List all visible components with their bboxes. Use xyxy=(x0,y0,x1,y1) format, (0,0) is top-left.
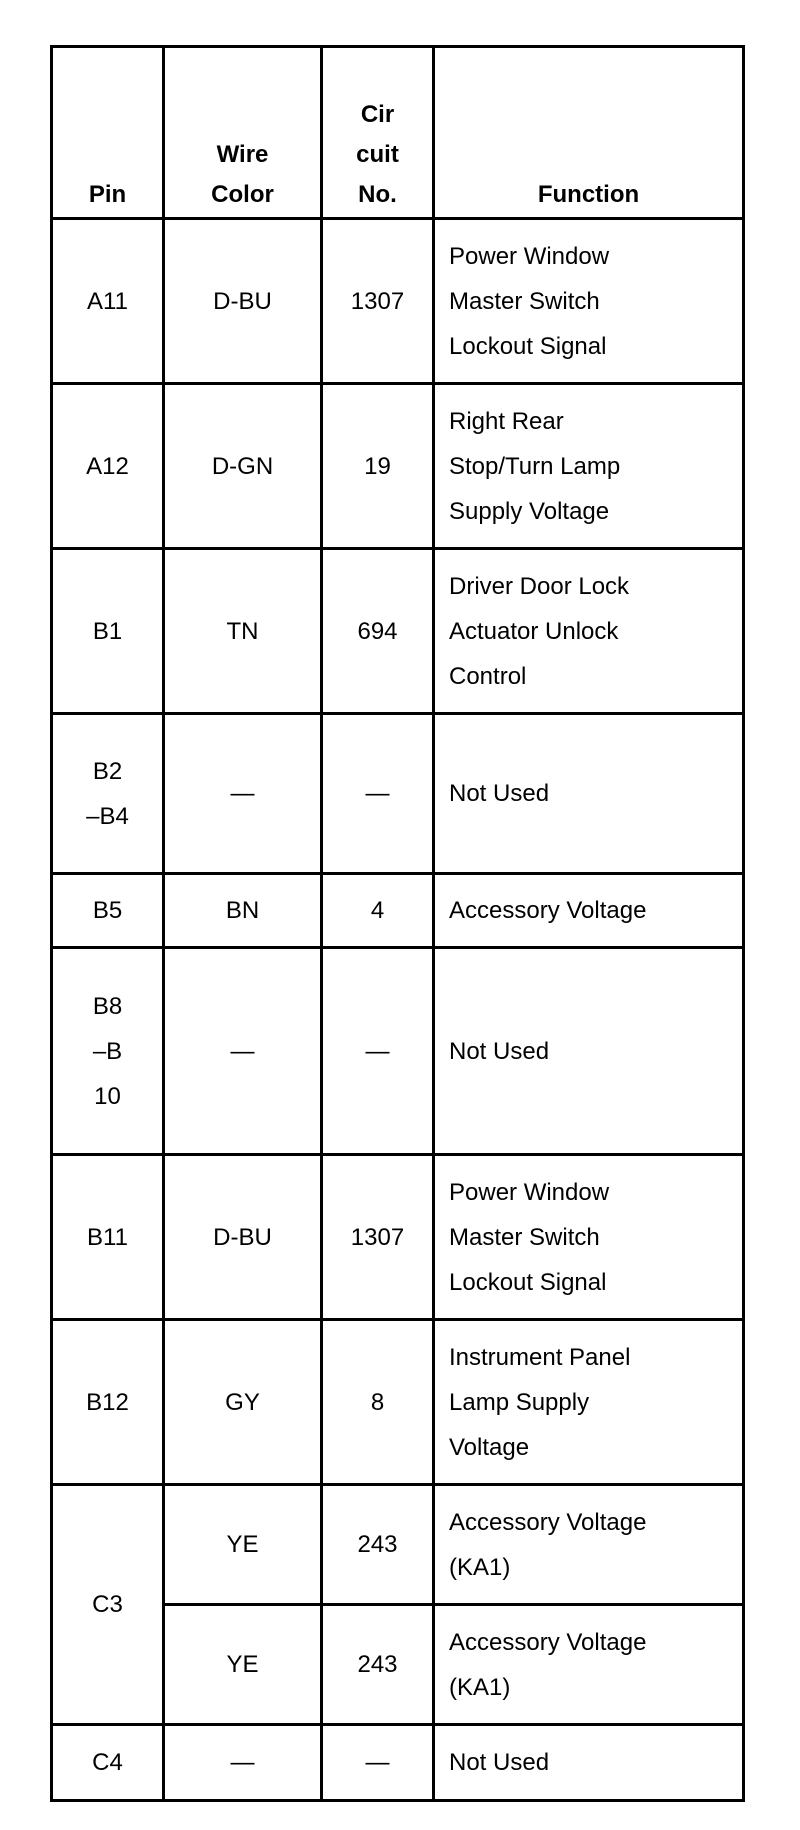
function-cell xyxy=(434,219,744,384)
function-cell xyxy=(434,384,744,549)
function-cell xyxy=(434,714,744,874)
table-row xyxy=(52,1485,744,1605)
wire-color-cell: YE xyxy=(164,1605,322,1725)
table-row xyxy=(52,384,744,549)
wire-color-cell: BN xyxy=(164,874,322,948)
function-line: (KA1) xyxy=(449,1553,511,1581)
pin-line: 10 xyxy=(94,1082,121,1110)
table-row xyxy=(52,1725,744,1801)
circuit-cell: 243 xyxy=(322,1485,434,1605)
function-line: (KA1) xyxy=(449,1673,511,1701)
function-line: Lamp Supply xyxy=(449,1388,590,1416)
circuit-cell: — xyxy=(322,1725,434,1801)
function-line: Power Window xyxy=(449,1178,610,1206)
header-row xyxy=(52,47,744,219)
pin-cell: B5 xyxy=(52,874,164,948)
function-line: Accessory Voltage xyxy=(449,1508,647,1536)
table-row xyxy=(52,219,744,384)
function-cell xyxy=(434,1725,744,1801)
table-row xyxy=(52,874,744,948)
pin-line: –B xyxy=(92,1037,123,1065)
function-line: Lockout Signal xyxy=(449,1268,607,1296)
function-line: Lockout Signal xyxy=(449,332,607,360)
header-wire-color-line-2: Color xyxy=(211,181,274,208)
pin-cell: C3 xyxy=(52,1485,164,1725)
wire-color-cell: — xyxy=(164,1725,322,1801)
function-cell xyxy=(434,1485,744,1605)
pin-line: –B4 xyxy=(86,802,129,830)
circuit-cell: 19 xyxy=(322,384,434,549)
function-line: Voltage xyxy=(449,1433,530,1461)
function-line: Control xyxy=(449,662,527,690)
header-circuit-line-2: cuit xyxy=(356,141,399,168)
pin-line: B8 xyxy=(92,992,123,1020)
circuit-cell: 1307 xyxy=(322,219,434,384)
function-cell xyxy=(434,549,744,714)
pin-cell: B12 xyxy=(52,1320,164,1485)
pin-cell xyxy=(52,714,164,874)
circuit-cell: — xyxy=(322,948,434,1155)
table-row xyxy=(52,1155,744,1320)
wire-color-cell: D-BU xyxy=(164,219,322,384)
function-line: Instrument Panel xyxy=(449,1343,631,1371)
function-line: Power Window xyxy=(449,242,610,270)
wire-color-cell: GY xyxy=(164,1320,322,1485)
header-function-label: Function xyxy=(537,181,640,208)
function-cell xyxy=(434,948,744,1155)
wire-color-cell: YE xyxy=(164,1485,322,1605)
function-cell xyxy=(434,1320,744,1485)
header-circuit-line-3: No. xyxy=(358,181,397,208)
header-wire-color xyxy=(164,47,322,219)
connector-pinout-table xyxy=(50,45,745,1802)
pin-cell xyxy=(52,948,164,1155)
function-line: Supply Voltage xyxy=(449,497,610,525)
pin-line: B2 xyxy=(92,757,123,785)
pin-cell: B11 xyxy=(52,1155,164,1320)
wire-color-cell: D-GN xyxy=(164,384,322,549)
table-row xyxy=(52,549,744,714)
header-pin-label: Pin xyxy=(88,181,127,208)
header-function xyxy=(434,47,744,219)
function-cell xyxy=(434,1155,744,1320)
wire-color-cell: — xyxy=(164,714,322,874)
function-line: Accessory Voltage xyxy=(449,1628,647,1656)
function-line: Not Used xyxy=(449,1749,550,1776)
header-wire-color-line-1: Wire xyxy=(216,141,269,168)
header-pin xyxy=(52,47,164,219)
pin-cell: A11 xyxy=(52,219,164,384)
function-line: Not Used xyxy=(449,780,550,807)
pin-cell: A12 xyxy=(52,384,164,549)
function-line: Stop/Turn Lamp xyxy=(449,452,621,480)
function-line: Right Rear xyxy=(449,407,564,435)
circuit-cell: 1307 xyxy=(322,1155,434,1320)
function-line: Master Switch xyxy=(449,1223,600,1251)
circuit-cell: 243 xyxy=(322,1605,434,1725)
header-circuit-line-1: Cir xyxy=(360,101,395,128)
table-row xyxy=(52,1320,744,1485)
function-line: Accessory Voltage xyxy=(449,897,647,924)
circuit-cell: 694 xyxy=(322,549,434,714)
circuit-cell: — xyxy=(322,714,434,874)
function-cell xyxy=(434,874,744,948)
function-line: Actuator Unlock xyxy=(449,617,619,645)
pin-cell: C4 xyxy=(52,1725,164,1801)
function-line: Driver Door Lock xyxy=(449,572,630,600)
table-row xyxy=(52,948,744,1155)
header-circuit-no xyxy=(322,47,434,219)
wire-color-cell: — xyxy=(164,948,322,1155)
function-line: Master Switch xyxy=(449,287,600,315)
pin-cell: B1 xyxy=(52,549,164,714)
wire-color-cell: D-BU xyxy=(164,1155,322,1320)
function-line: Not Used xyxy=(449,1037,550,1065)
circuit-cell: 4 xyxy=(322,874,434,948)
function-cell xyxy=(434,1605,744,1725)
circuit-cell: 8 xyxy=(322,1320,434,1485)
wire-color-cell: TN xyxy=(164,549,322,714)
table-row xyxy=(52,714,744,874)
